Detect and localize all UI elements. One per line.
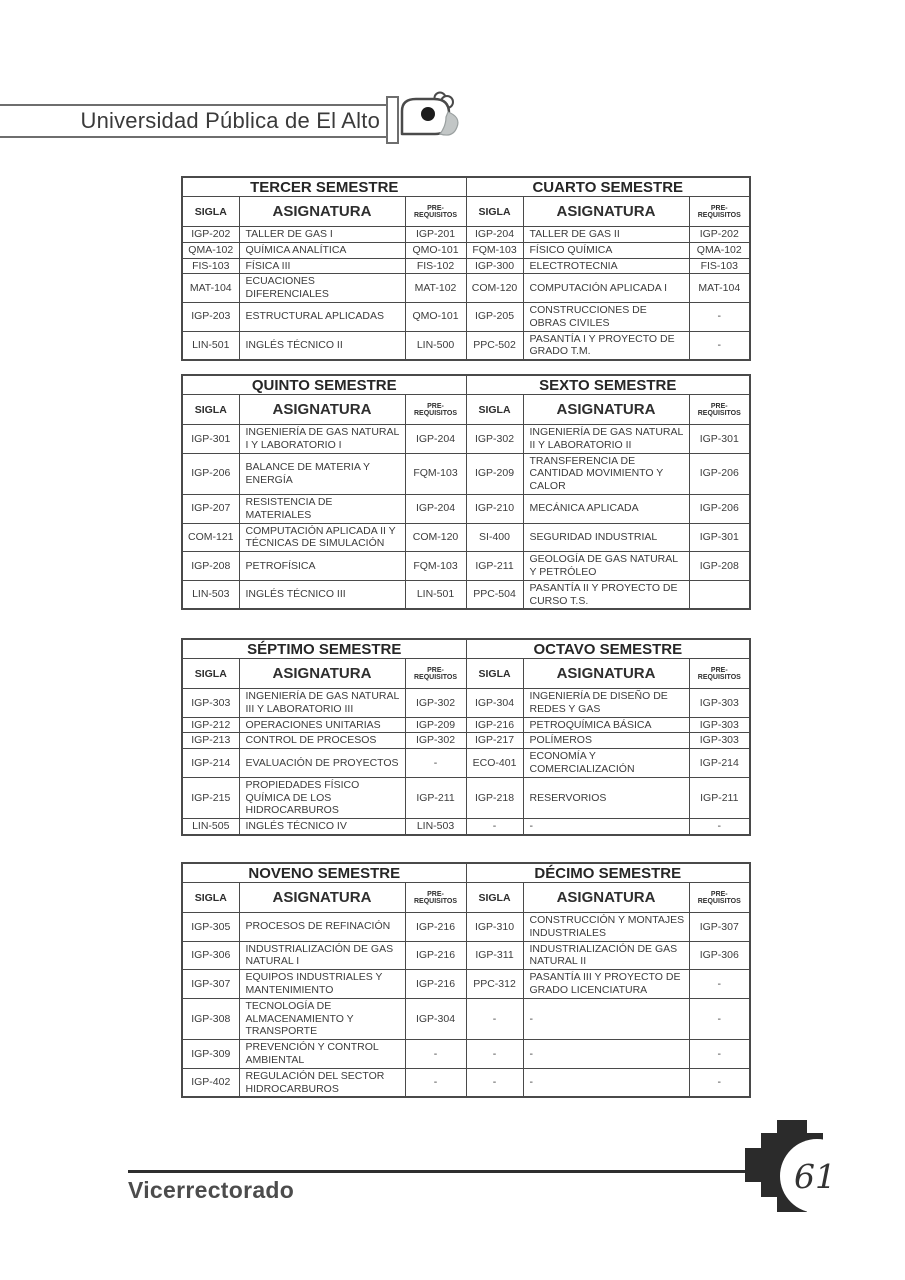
course-sigla: QMA-102	[182, 242, 239, 258]
course-sigla: -	[466, 819, 523, 835]
course-prereq: IGP-206	[689, 453, 750, 494]
column-header-asignatura: ASIGNATURA	[523, 197, 689, 227]
course-row	[182, 998, 750, 1039]
course-asignatura: GEOLOGÍA DE GAS NATURAL Y PETRÓLEO	[523, 552, 689, 581]
column-header-prerequisitos: PRE-REQUISITOS	[689, 883, 750, 913]
semester-title-row	[182, 375, 750, 395]
course-prereq: IGP-204	[405, 425, 466, 454]
course-row	[182, 302, 750, 331]
course-asignatura: PETROFÍSICA	[239, 552, 405, 581]
semester-table	[181, 638, 751, 836]
course-asignatura: INGLÉS TÉCNICO II	[239, 331, 405, 360]
course-prereq: -	[689, 998, 750, 1039]
course-sigla: -	[466, 998, 523, 1039]
semester-title-row	[182, 177, 750, 197]
course-row	[182, 494, 750, 523]
course-asignatura: EVALUACIÓN DE PROYECTOS	[239, 749, 405, 778]
course-sigla: PPC-502	[466, 331, 523, 360]
course-sigla: COM-121	[182, 523, 239, 552]
course-prereq: IGP-211	[405, 777, 466, 818]
course-asignatura: CONTROL DE PROCESOS	[239, 733, 405, 749]
course-prereq: COM-120	[405, 523, 466, 552]
university-name: Universidad Pública de El Alto	[80, 108, 380, 133]
course-asignatura: -	[523, 1040, 689, 1069]
course-prereq: -	[689, 331, 750, 360]
course-asignatura: ECUACIONES DIFERENCIALES	[239, 274, 405, 303]
course-prereq: QMA-102	[689, 242, 750, 258]
course-row	[182, 227, 750, 243]
semester-title: SEXTO SEMESTRE	[466, 375, 750, 395]
course-asignatura: INGENIERÍA DE GAS NATURAL III Y LABORATORIO III	[239, 689, 405, 718]
column-header-prerequisitos: PRE-REQUISITOS	[405, 197, 466, 227]
course-asignatura: OPERACIONES UNITARIAS	[239, 717, 405, 733]
course-prereq: IGP-216	[405, 970, 466, 999]
course-sigla: IGP-212	[182, 717, 239, 733]
column-header-prerequisitos: PRE-REQUISITOS	[689, 659, 750, 689]
course-row	[182, 523, 750, 552]
semester-title: TERCER SEMESTRE	[182, 177, 466, 197]
column-header-prerequisitos: PRE-REQUISITOS	[689, 197, 750, 227]
course-asignatura: CONSTRUCCIÓN Y MONTAJES INDUSTRIALES	[523, 913, 689, 942]
course-asignatura: FÍSICO QUÍMICA	[523, 242, 689, 258]
semester-title: SÉPTIMO SEMESTRE	[182, 639, 466, 659]
column-header-asignatura: ASIGNATURA	[239, 883, 405, 913]
course-sigla: COM-120	[466, 274, 523, 303]
course-asignatura: TALLER DE GAS I	[239, 227, 405, 243]
course-asignatura: ELECTROTECNIA	[523, 258, 689, 274]
course-prereq: FIS-103	[689, 258, 750, 274]
course-prereq: -	[405, 1068, 466, 1097]
column-header-prerequisitos: PRE-REQUISITOS	[405, 883, 466, 913]
course-sigla: IGP-205	[466, 302, 523, 331]
course-asignatura: REGULACIÓN DEL SECTOR HIDROCARBUROS	[239, 1068, 405, 1097]
course-prereq: IGP-303	[689, 733, 750, 749]
course-prereq	[689, 580, 750, 609]
column-header-asignatura: ASIGNATURA	[523, 395, 689, 425]
course-prereq: FQM-103	[405, 552, 466, 581]
course-prereq: IGP-202	[689, 227, 750, 243]
course-asignatura: CONSTRUCCIONES DE OBRAS CIVILES	[523, 302, 689, 331]
bird-eye	[421, 107, 435, 121]
page-number-badge	[744, 1118, 856, 1224]
course-asignatura: INGENIERÍA DE GAS NATURAL II Y LABORATORIO II	[523, 425, 689, 454]
course-row	[182, 258, 750, 274]
course-asignatura: PASANTÍA II Y PROYECTO DE CURSO T.S.	[523, 580, 689, 609]
course-asignatura: RESERVORIOS	[523, 777, 689, 818]
course-prereq: IGP-206	[689, 494, 750, 523]
course-sigla: IGP-213	[182, 733, 239, 749]
course-asignatura: PETROQUÍMICA BÁSICA	[523, 717, 689, 733]
course-row	[182, 274, 750, 303]
course-row	[182, 552, 750, 581]
course-asignatura: -	[523, 1068, 689, 1097]
course-row	[182, 425, 750, 454]
vicerrectorado-logo-text: Vicerrectorado	[128, 1177, 295, 1203]
vicerrectorado-logo	[128, 1177, 294, 1204]
course-asignatura: INGLÉS TÉCNICO IV	[239, 819, 405, 835]
course-asignatura: QUÍMICA ANALÍTICA	[239, 242, 405, 258]
column-header-asignatura: ASIGNATURA	[239, 395, 405, 425]
course-prereq: IGP-303	[689, 689, 750, 718]
course-asignatura: POLÍMEROS	[523, 733, 689, 749]
course-asignatura: -	[523, 998, 689, 1039]
course-row	[182, 749, 750, 778]
course-asignatura: ECONOMÍA Y COMERCIALIZACIÓN	[523, 749, 689, 778]
course-sigla: IGP-300	[466, 258, 523, 274]
course-prereq: IGP-214	[689, 749, 750, 778]
course-prereq: IGP-301	[689, 425, 750, 454]
course-asignatura: INGLÉS TÉCNICO III	[239, 580, 405, 609]
course-prereq: IGP-204	[405, 494, 466, 523]
course-sigla: FIS-103	[182, 258, 239, 274]
course-prereq: IGP-209	[405, 717, 466, 733]
column-header-sigla: SIGLA	[466, 883, 523, 913]
logo-separator	[386, 96, 399, 144]
course-prereq: -	[689, 819, 750, 835]
course-asignatura: EQUIPOS INDUSTRIALES Y MANTENIMIENTO	[239, 970, 405, 999]
column-header-asignatura: ASIGNATURA	[523, 659, 689, 689]
course-asignatura: TALLER DE GAS II	[523, 227, 689, 243]
header-ribbon	[0, 104, 389, 138]
semester-title: NOVENO SEMESTRE	[182, 863, 466, 883]
course-asignatura: PROPIEDADES FÍSICO QUÍMICA DE LOS HIDROCARBUROS	[239, 777, 405, 818]
course-prereq: IGP-302	[405, 733, 466, 749]
course-sigla: IGP-307	[182, 970, 239, 999]
column-header-sigla: SIGLA	[466, 659, 523, 689]
course-prereq: LIN-501	[405, 580, 466, 609]
course-sigla: IGP-402	[182, 1068, 239, 1097]
course-asignatura: INGENIERÍA DE GAS NATURAL I Y LABORATORIO I	[239, 425, 405, 454]
course-row	[182, 453, 750, 494]
semester-title: QUINTO SEMESTRE	[182, 375, 466, 395]
course-row	[182, 1040, 750, 1069]
course-prereq: IGP-307	[689, 913, 750, 942]
course-sigla: -	[466, 1068, 523, 1097]
course-row	[182, 1068, 750, 1097]
course-sigla: IGP-304	[466, 689, 523, 718]
course-row	[182, 913, 750, 942]
course-row	[182, 717, 750, 733]
course-prereq: IGP-306	[689, 941, 750, 970]
course-sigla: IGP-216	[466, 717, 523, 733]
course-sigla: IGP-210	[466, 494, 523, 523]
course-prereq: QMO-101	[405, 242, 466, 258]
course-sigla: IGP-308	[182, 998, 239, 1039]
semester-title: OCTAVO SEMESTRE	[466, 639, 750, 659]
semester-table	[181, 862, 751, 1098]
course-prereq: IGP-301	[689, 523, 750, 552]
column-header-asignatura: ASIGNATURA	[239, 197, 405, 227]
course-row	[182, 242, 750, 258]
column-header-row	[182, 395, 750, 425]
column-header-prerequisitos: PRE-REQUISITOS	[689, 395, 750, 425]
course-prereq: IGP-302	[405, 689, 466, 718]
course-sigla: IGP-311	[466, 941, 523, 970]
course-prereq: QMO-101	[405, 302, 466, 331]
course-prereq: -	[405, 749, 466, 778]
column-header-row	[182, 883, 750, 913]
course-sigla: IGP-305	[182, 913, 239, 942]
course-sigla: IGP-214	[182, 749, 239, 778]
course-sigla: IGP-303	[182, 689, 239, 718]
course-row	[182, 970, 750, 999]
course-sigla: LIN-503	[182, 580, 239, 609]
course-sigla: IGP-208	[182, 552, 239, 581]
course-asignatura: -	[523, 819, 689, 835]
course-asignatura: BALANCE DE MATERIA Y ENERGÍA	[239, 453, 405, 494]
course-sigla: IGP-211	[466, 552, 523, 581]
course-sigla: SI-400	[466, 523, 523, 552]
course-sigla: IGP-310	[466, 913, 523, 942]
column-header-sigla: SIGLA	[466, 395, 523, 425]
column-header-sigla: SIGLA	[182, 395, 239, 425]
course-sigla: PPC-312	[466, 970, 523, 999]
course-prereq: FQM-103	[405, 453, 466, 494]
course-sigla: IGP-306	[182, 941, 239, 970]
course-sigla: IGP-203	[182, 302, 239, 331]
course-sigla: -	[466, 1040, 523, 1069]
column-header-asignatura: ASIGNATURA	[239, 659, 405, 689]
course-sigla: MAT-104	[182, 274, 239, 303]
course-sigla: FQM-103	[466, 242, 523, 258]
course-row	[182, 331, 750, 360]
course-asignatura: PREVENCIÓN Y CONTROL AMBIENTAL	[239, 1040, 405, 1069]
course-sigla: IGP-309	[182, 1040, 239, 1069]
course-asignatura: FÍSICA III	[239, 258, 405, 274]
course-prereq: IGP-304	[405, 998, 466, 1039]
semester-title: DÉCIMO SEMESTRE	[466, 863, 750, 883]
course-asignatura: TRANSFERENCIA DE CANTIDAD MOVIMIENTO Y CALOR	[523, 453, 689, 494]
column-header-row	[182, 659, 750, 689]
course-asignatura: INGENIERÍA DE DISEÑO DE REDES Y GAS	[523, 689, 689, 718]
course-sigla: IGP-217	[466, 733, 523, 749]
course-asignatura: ESTRUCTURAL APLICADAS	[239, 302, 405, 331]
footer-rule	[128, 1170, 772, 1173]
course-asignatura: PROCESOS DE REFINACIÓN	[239, 913, 405, 942]
course-sigla: IGP-302	[466, 425, 523, 454]
column-header-prerequisitos: PRE-REQUISITOS	[405, 659, 466, 689]
course-sigla: IGP-207	[182, 494, 239, 523]
course-sigla: ECO-401	[466, 749, 523, 778]
course-row	[182, 777, 750, 818]
column-header-prerequisitos: PRE-REQUISITOS	[405, 395, 466, 425]
course-sigla: IGP-209	[466, 453, 523, 494]
course-prereq: -	[689, 302, 750, 331]
semester-table	[181, 374, 751, 610]
course-sigla: IGP-215	[182, 777, 239, 818]
course-prereq: IGP-208	[689, 552, 750, 581]
course-prereq: -	[405, 1040, 466, 1069]
column-header-row	[182, 197, 750, 227]
course-row	[182, 689, 750, 718]
course-prereq: -	[689, 1040, 750, 1069]
column-header-sigla: SIGLA	[466, 197, 523, 227]
course-prereq: IGP-303	[689, 717, 750, 733]
course-row	[182, 733, 750, 749]
semester-title-row	[182, 863, 750, 883]
course-sigla: IGP-301	[182, 425, 239, 454]
column-header-sigla: SIGLA	[182, 883, 239, 913]
course-prereq: IGP-211	[689, 777, 750, 818]
course-prereq: -	[689, 970, 750, 999]
course-asignatura: INDUSTRIALIZACIÓN DE GAS NATURAL II	[523, 941, 689, 970]
course-sigla: IGP-202	[182, 227, 239, 243]
course-row	[182, 819, 750, 835]
course-prereq: IGP-216	[405, 913, 466, 942]
course-asignatura: INDUSTRIALIZACIÓN DE GAS NATURAL I	[239, 941, 405, 970]
column-header-asignatura: ASIGNATURA	[523, 883, 689, 913]
course-row	[182, 941, 750, 970]
course-prereq: IGP-216	[405, 941, 466, 970]
semester-table	[181, 176, 751, 361]
course-prereq: MAT-102	[405, 274, 466, 303]
course-asignatura: PASANTÍA I Y PROYECTO DE GRADO T.M.	[523, 331, 689, 360]
page-number: 61	[794, 1157, 836, 1196]
course-asignatura: COMPUTACIÓN APLICADA I	[523, 274, 689, 303]
course-prereq: IGP-201	[405, 227, 466, 243]
course-row	[182, 580, 750, 609]
course-prereq: MAT-104	[689, 274, 750, 303]
course-sigla: PPC-504	[466, 580, 523, 609]
semester-title-row	[182, 639, 750, 659]
course-prereq: LIN-503	[405, 819, 466, 835]
course-sigla: LIN-505	[182, 819, 239, 835]
course-prereq: -	[689, 1068, 750, 1097]
course-sigla: IGP-218	[466, 777, 523, 818]
course-sigla: IGP-204	[466, 227, 523, 243]
course-prereq: LIN-500	[405, 331, 466, 360]
course-prereq: FIS-102	[405, 258, 466, 274]
course-asignatura: RESISTENCIA DE MATERIALES	[239, 494, 405, 523]
column-header-sigla: SIGLA	[182, 659, 239, 689]
course-sigla: LIN-501	[182, 331, 239, 360]
course-asignatura: SEGURIDAD INDUSTRIAL	[523, 523, 689, 552]
course-asignatura: PASANTÍA III Y PROYECTO DE GRADO LICENCIATURA	[523, 970, 689, 999]
university-logo-bird-icon	[399, 90, 461, 146]
course-asignatura: COMPUTACIÓN APLICADA II Y TÉCNICAS DE SIMULACIÓN	[239, 523, 405, 552]
column-header-sigla: SIGLA	[182, 197, 239, 227]
course-asignatura: MECÁNICA APLICADA	[523, 494, 689, 523]
semester-title: CUARTO SEMESTRE	[466, 177, 750, 197]
course-sigla: IGP-206	[182, 453, 239, 494]
course-asignatura: TECNOLOGÍA DE ALMACENAMIENTO Y TRANSPORTE	[239, 998, 405, 1039]
